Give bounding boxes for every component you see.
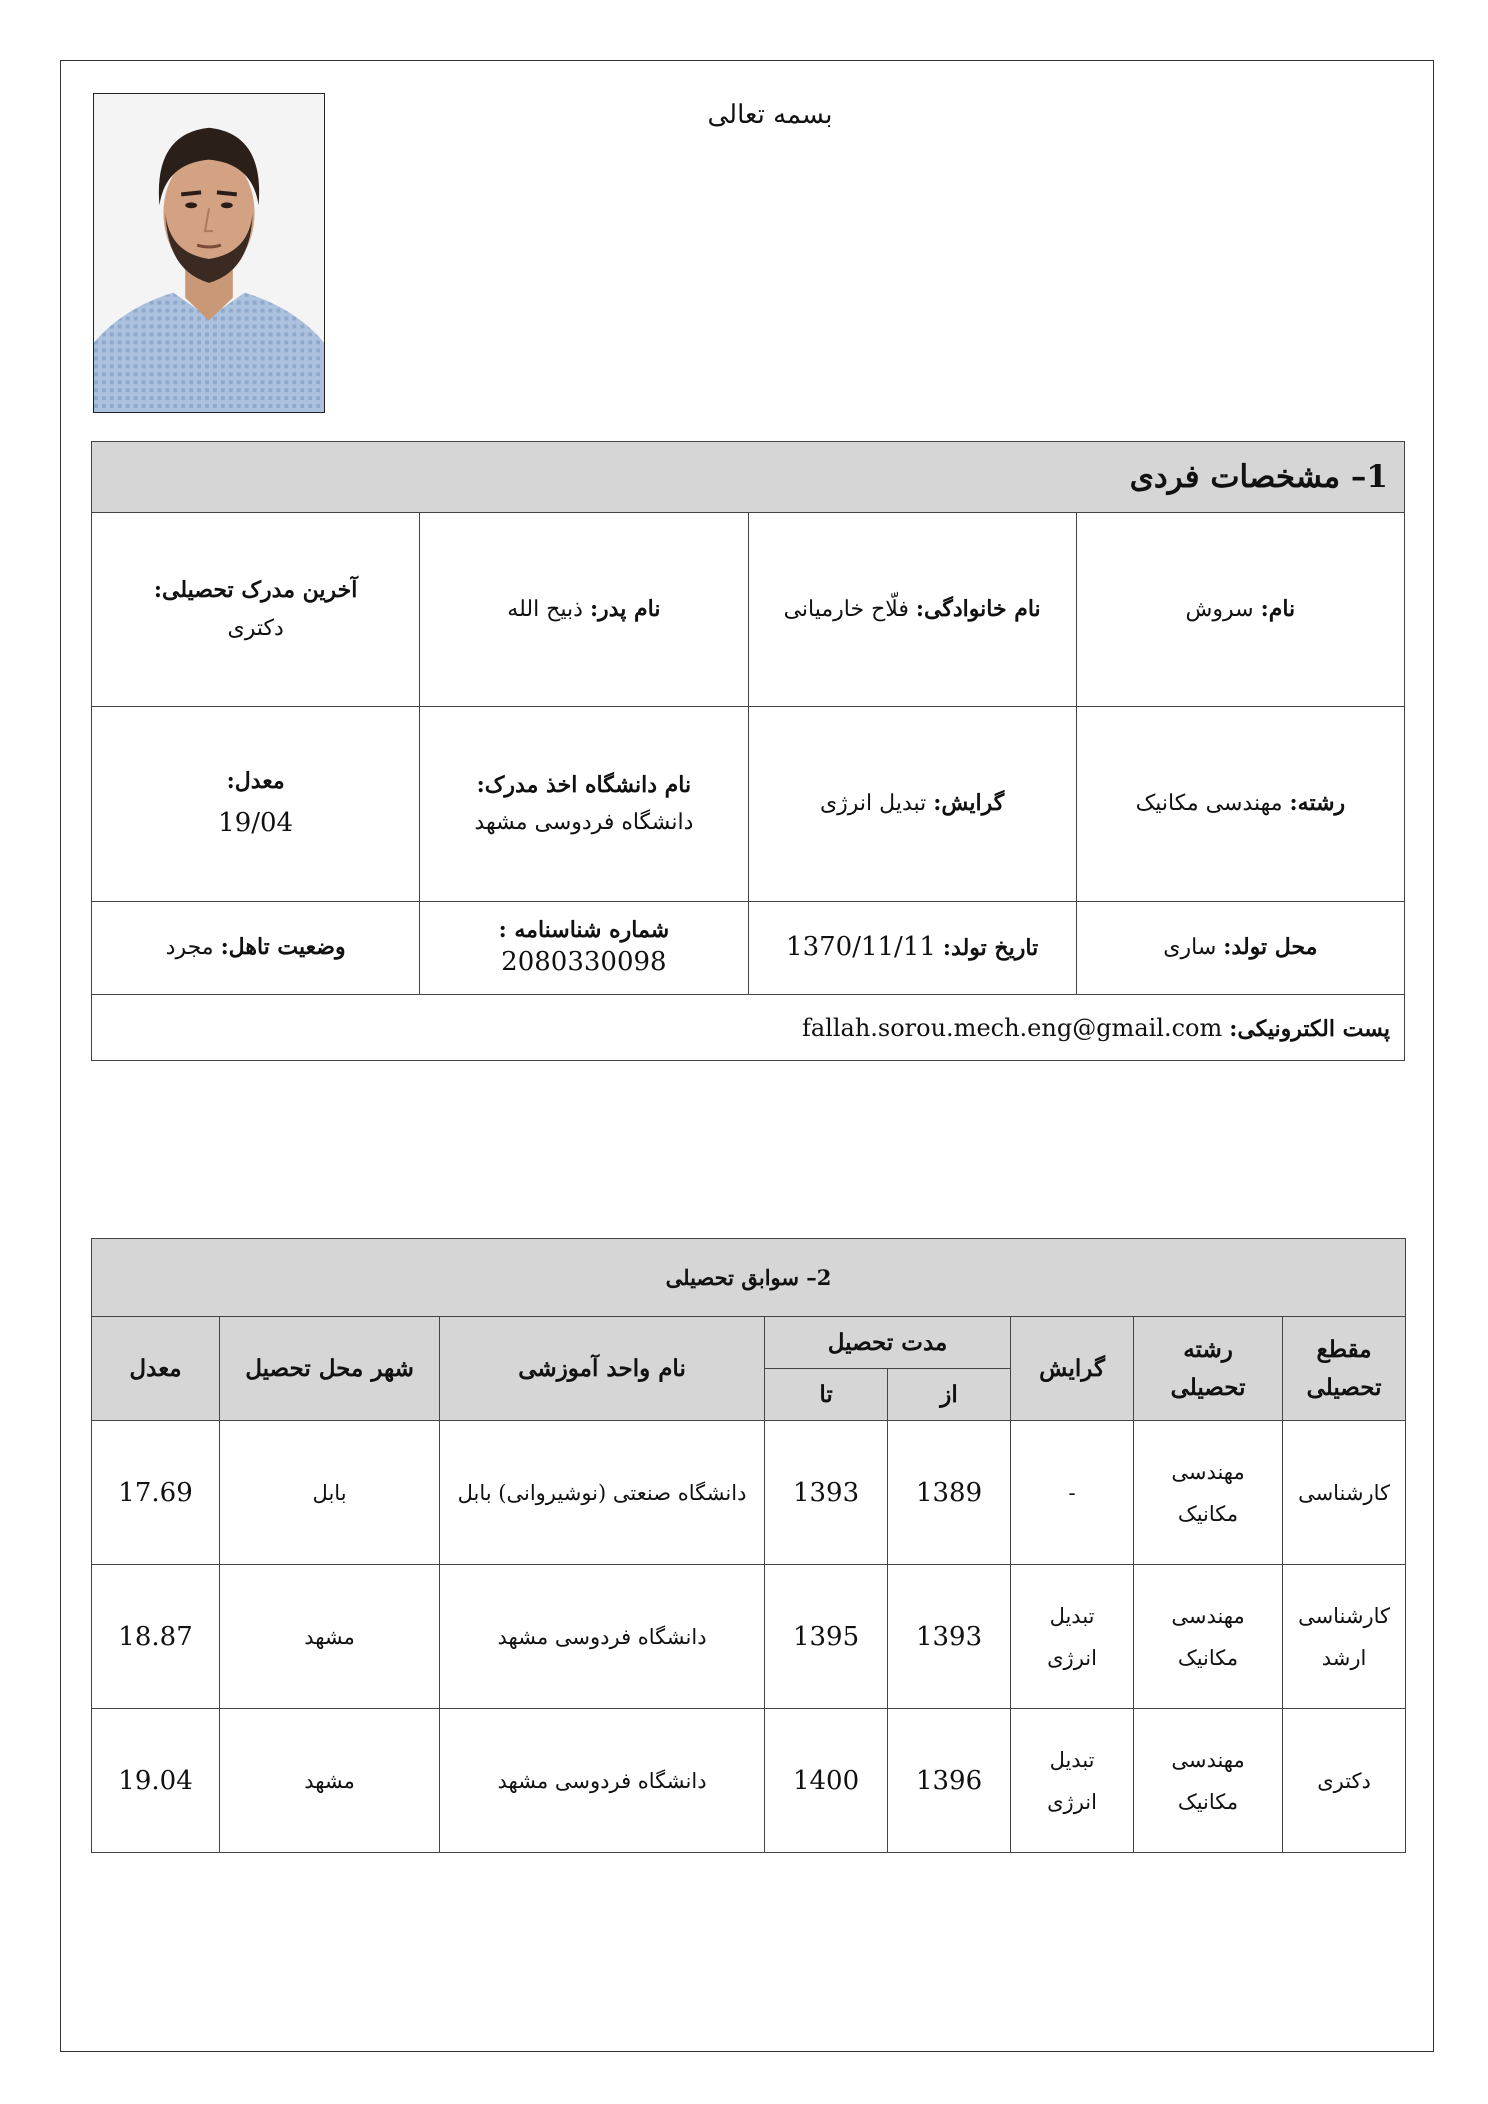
- row-degree-line1: کارشناسی: [1298, 1603, 1391, 1628]
- row-specialization: [1011, 1565, 1134, 1709]
- header-duration: مدت تحصیل: [765, 1317, 1011, 1369]
- row-field-line2: مکانیک: [1177, 1645, 1239, 1670]
- row-spec-line2: انرژی: [1047, 1789, 1097, 1814]
- row-to: 1395: [765, 1565, 888, 1709]
- last-name-label: نام خانوادگی:: [915, 595, 1041, 622]
- header-gpa: معدل: [92, 1317, 220, 1421]
- row-gpa: 19.04: [92, 1709, 220, 1853]
- last-degree-cell: [92, 513, 420, 707]
- specialization-label: گرایش:: [933, 790, 1005, 817]
- row-specialization: [1011, 1709, 1134, 1853]
- header-degree-line2: تحصیلی: [1306, 1373, 1382, 1401]
- row-gpa: 17.69: [92, 1421, 220, 1565]
- email-label: پست الکترونیکی:: [1229, 1015, 1390, 1042]
- email-value[interactable]: fallah.sorou.mech.eng@gmail.com: [801, 1013, 1223, 1042]
- row-to: 1400: [765, 1709, 888, 1853]
- last-name-cell: [748, 513, 1076, 707]
- row-spec-line1: تبدیل: [1049, 1747, 1095, 1772]
- table-row: [92, 1421, 1406, 1565]
- id-number-value: 2080330098: [501, 947, 667, 978]
- field-label: رشته:: [1289, 790, 1346, 817]
- row-field-line1: مهندسی: [1171, 1603, 1245, 1628]
- header-degree: [1283, 1317, 1406, 1421]
- field-value: مهندسی مکانیک: [1135, 791, 1283, 817]
- row-field-line2: مکانیک: [1177, 1789, 1239, 1814]
- last-degree-value: دکتری: [227, 615, 284, 641]
- last-degree-label: آخرین مدرک تحصیلی:: [153, 577, 358, 603]
- row-degree: [1283, 1709, 1406, 1853]
- birth-date-label: تاریخ تولد:: [942, 935, 1039, 962]
- header-city: شهر محل تحصیل: [220, 1317, 440, 1421]
- row-city: بابل: [220, 1421, 440, 1565]
- specialization-value: تبدیل انرژی: [819, 791, 927, 817]
- father-name-cell: [420, 513, 748, 707]
- header-from: از: [888, 1369, 1011, 1421]
- profile-photo: [93, 93, 325, 413]
- email-cell: [92, 995, 1405, 1061]
- last-name-value: فلّاح خارمیانی: [783, 596, 909, 622]
- table-row: [92, 1565, 1406, 1709]
- header-degree-line1: مقطع: [1316, 1335, 1372, 1363]
- gpa-label: معدل:: [226, 768, 285, 794]
- birth-date-value: 1370/11/11: [786, 932, 936, 963]
- birth-place-label: محل تولد:: [1223, 934, 1318, 961]
- table-row: [92, 1709, 1406, 1853]
- row-field-line1: مهندسی: [1171, 1459, 1245, 1484]
- header-institution: نام واحد آموزشی: [440, 1317, 765, 1421]
- row-from: 1396: [888, 1709, 1011, 1853]
- university-value: دانشگاه فردوسی مشهد: [474, 810, 694, 835]
- row-gpa: 18.87: [92, 1565, 220, 1709]
- gpa-cell: [92, 707, 420, 902]
- row-city: مشهد: [220, 1709, 440, 1853]
- university-cell: [420, 707, 748, 902]
- personal-section-title: 1– مشخصات فردی: [92, 442, 1405, 513]
- id-number-cell: [420, 902, 748, 995]
- birth-place-value: ساری: [1163, 935, 1217, 961]
- gpa-value: 19/04: [218, 807, 294, 838]
- row-institution: دانشگاه فردوسی مشهد: [440, 1709, 765, 1853]
- birth-date-cell: [748, 902, 1076, 995]
- row-field: [1134, 1709, 1283, 1853]
- row-institution: دانشگاه فردوسی مشهد: [440, 1565, 765, 1709]
- row-to: 1393: [765, 1421, 888, 1565]
- row-field-line2: مکانیک: [1177, 1501, 1239, 1526]
- basmala-heading: بسمه تعالی: [707, 100, 833, 130]
- header-field-line2: تحصیلی: [1170, 1373, 1246, 1401]
- id-number-label: شماره شناسنامه :: [498, 916, 670, 943]
- row-from: 1389: [888, 1421, 1011, 1565]
- row-institution: دانشگاه صنعتی (نوشیروانی) بابل: [440, 1421, 765, 1565]
- first-name-cell: [1076, 513, 1404, 707]
- row-degree-line1: کارشناسی: [1298, 1480, 1391, 1505]
- row-specialization: [1011, 1421, 1134, 1565]
- header-field: [1134, 1317, 1283, 1421]
- row-field: [1134, 1565, 1283, 1709]
- education-table: [91, 1238, 1406, 1853]
- row-city: مشهد: [220, 1565, 440, 1709]
- birth-place-cell: [1076, 902, 1404, 995]
- row-spec-line2: انرژی: [1047, 1645, 1097, 1670]
- university-label: نام دانشگاه اخذ مدرک:: [476, 771, 692, 798]
- marital-status-cell: [92, 902, 420, 995]
- row-field-line1: مهندسی: [1171, 1747, 1245, 1772]
- specialization-cell: [748, 707, 1076, 902]
- father-name-value: ذبیح الله: [507, 596, 583, 622]
- education-section-title: 2– سوابق تحصیلی: [92, 1239, 1406, 1317]
- father-name-label: نام پدر:: [589, 595, 661, 622]
- header-to: تا: [765, 1369, 888, 1421]
- first-name-value: سروش: [1185, 596, 1254, 622]
- row-degree: [1283, 1421, 1406, 1565]
- header-specialization: گرایش: [1011, 1317, 1134, 1421]
- marital-status-label: وضعیت تاهل:: [220, 934, 346, 961]
- row-spec-line1: تبدیل: [1049, 1603, 1095, 1628]
- field-cell: [1076, 707, 1404, 902]
- first-name-label: نام:: [1260, 595, 1296, 622]
- row-from: 1393: [888, 1565, 1011, 1709]
- row-degree-line2: ارشد: [1321, 1645, 1367, 1670]
- row-degree: [1283, 1565, 1406, 1709]
- personal-info-table: [91, 441, 1405, 1061]
- row-degree-line1: دکتری: [1317, 1768, 1371, 1793]
- row-spec-line1: -: [1068, 1480, 1076, 1505]
- row-field: [1134, 1421, 1283, 1565]
- header-field-line1: رشته: [1183, 1335, 1233, 1363]
- marital-status-value: مجرد: [165, 935, 214, 961]
